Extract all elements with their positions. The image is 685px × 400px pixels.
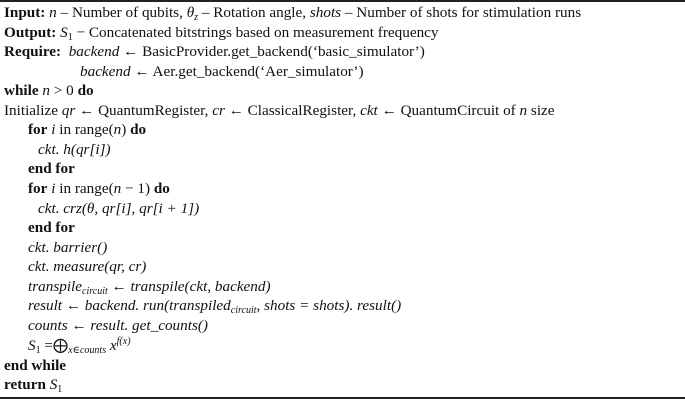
do-keyword: do	[153, 180, 170, 197]
barrier-statement: ckt. barrier()	[28, 239, 108, 256]
cond-rest: > 0	[50, 82, 78, 99]
output-desc: − Concatenated bitstrings based on measurement frequency	[72, 24, 439, 41]
for-keyword: for	[28, 121, 48, 138]
init-text: ← QuantumRegister,	[75, 102, 213, 119]
require-2-rest: ← Aer.get_backend(‘Aer_simulator’)	[130, 63, 364, 80]
theta-desc: – Rotation angle,	[198, 4, 310, 21]
output-label: Output:	[4, 24, 57, 41]
require-line-2	[80, 62, 364, 81]
s-var: S	[49, 376, 58, 393]
return-keyword: return	[4, 376, 46, 393]
s-sub: 1	[35, 345, 41, 356]
s-sub: 1	[67, 32, 73, 43]
result-sub: circuit	[230, 305, 257, 316]
x-var: x	[106, 337, 117, 354]
loop-var: i	[51, 121, 56, 138]
backend-var: backend	[80, 63, 131, 80]
n-var: n	[519, 102, 528, 119]
bottom-rule	[0, 397, 685, 399]
result-pre: result ← backend. run(transpiled	[28, 297, 231, 314]
output-line	[4, 23, 439, 42]
hadamard-statement: ckt. h(qr[i])	[38, 141, 111, 158]
shots-desc: – Number of shots for stimulation runs	[341, 4, 582, 21]
end-for-1: end for	[28, 160, 75, 177]
backend-var: backend	[68, 43, 120, 60]
qr-var: qr	[61, 102, 76, 119]
init-text: ← QuantumCircuit of	[377, 102, 520, 119]
n-desc: – Number of qubits,	[56, 4, 187, 21]
input-line	[4, 3, 581, 22]
top-rule	[0, 0, 685, 2]
while-line	[4, 81, 94, 100]
do-keyword: do	[130, 121, 147, 138]
s-var: S	[60, 24, 68, 41]
counts-statement: counts ← result. get_counts()	[28, 317, 208, 334]
transpile-statement	[28, 277, 271, 296]
transpile-lhs: transpile	[28, 278, 83, 295]
theta-sub: z	[194, 12, 199, 23]
n-var: n	[49, 4, 57, 21]
transpile-rhs: ← transpile(ckt, backend)	[107, 278, 271, 295]
for-keyword: for	[28, 180, 48, 197]
require-1-rest: ← BasicProvider.get_backend(‘basic_simulator’)	[119, 43, 425, 60]
range-close: )	[121, 121, 131, 138]
s-sub: 1	[57, 384, 63, 395]
init-line	[4, 101, 555, 120]
init-text: ← ClassicalRegister,	[224, 102, 361, 119]
s1-statement	[28, 336, 131, 355]
range-arg: n	[113, 121, 122, 138]
require-label: Require:	[4, 43, 62, 60]
theta-var: θ	[186, 4, 195, 21]
loop-var: i	[51, 180, 56, 197]
concat-operator: =⨁	[40, 337, 69, 354]
ckt-var: ckt	[360, 102, 378, 119]
end-for-2: end for	[28, 219, 75, 236]
while-keyword: while	[4, 82, 39, 99]
result-post: , shots = shots). result()	[256, 297, 402, 314]
cond-var: n	[42, 82, 50, 99]
require-line-1	[4, 42, 425, 61]
s-var: S	[28, 337, 36, 354]
result-statement	[28, 296, 401, 315]
init-text: Initialize	[4, 102, 62, 119]
range-close: − 1)	[121, 180, 154, 197]
shots-var: shots	[309, 4, 342, 21]
transpile-sub: circuit	[82, 286, 108, 297]
do-keyword: do	[77, 82, 94, 99]
end-while: end while	[4, 357, 67, 374]
range-text: in range(	[55, 121, 114, 138]
init-text: size	[527, 102, 555, 119]
for-loop-2	[28, 179, 170, 198]
concat-range: x∈counts	[68, 345, 107, 356]
for-loop-1	[28, 120, 146, 139]
x-exponent: f(x)	[116, 336, 131, 347]
crz-statement: ckt. crz(θ, qr[i], qr[i + 1])	[38, 200, 200, 217]
input-label: Input:	[4, 4, 46, 21]
range-arg: n	[113, 180, 122, 197]
measure-statement: ckt. measure(qr, cr)	[28, 258, 147, 275]
range-text: in range(	[55, 180, 114, 197]
cr-var: cr	[212, 102, 225, 119]
return-line	[4, 375, 62, 394]
